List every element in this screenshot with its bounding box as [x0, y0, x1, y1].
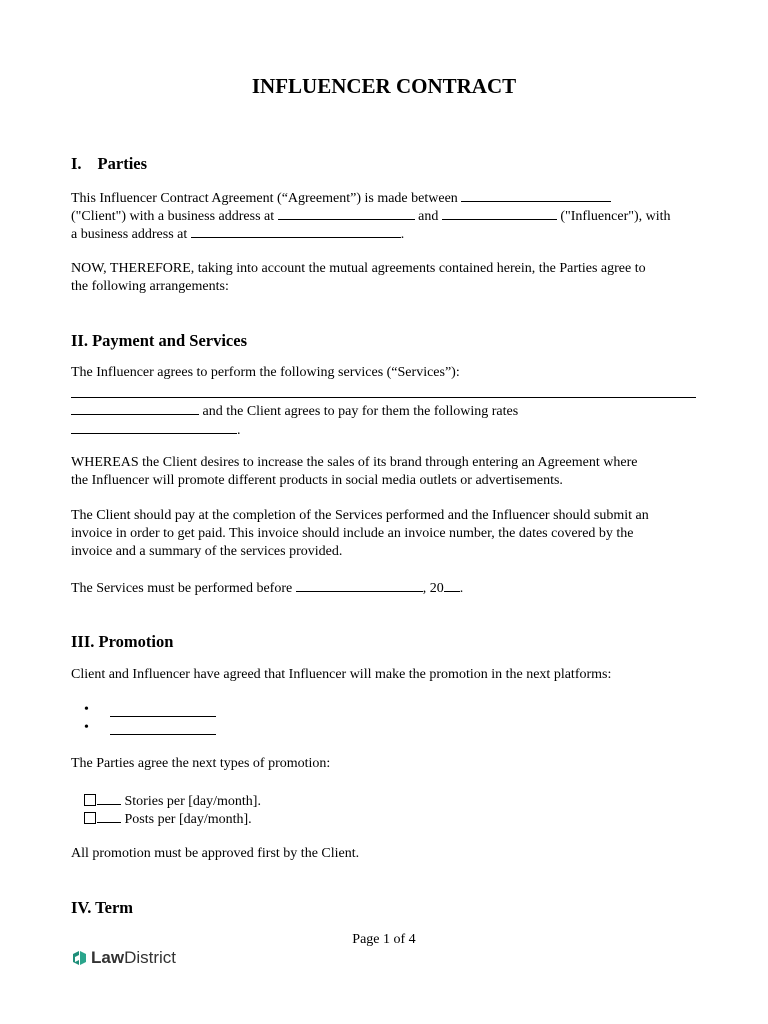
blank-field [71, 401, 199, 415]
law-district-logo-icon [71, 948, 88, 968]
page-number: Page 1 of 4 [352, 932, 416, 947]
logo-text [91, 948, 176, 968]
blank-field [296, 578, 423, 592]
text: a business address at [71, 227, 188, 242]
payment-paragraph-line: invoice and a summary of the services provided. [71, 544, 343, 559]
logo-text-bold: Law [91, 948, 125, 967]
text: The Services must be performed before [71, 581, 293, 596]
payment-paragraph-line: The Influencer agrees to perform the following services (“Services”): [71, 365, 460, 380]
bullet-icon: • [84, 702, 89, 717]
platform-blank-1 [110, 716, 216, 717]
text: Posts per [day/month]. [124, 812, 252, 827]
law-district-logo [71, 948, 176, 968]
bullet-icon: • [84, 720, 89, 735]
blank-line [71, 397, 696, 398]
section-heading-term: IV. Term [71, 898, 134, 917]
promotion-option-posts [84, 809, 714, 829]
text: ("Client") with a business address at [71, 209, 275, 224]
checkbox-icon [84, 794, 96, 806]
blank-field [442, 206, 557, 220]
parties-paragraph-line [71, 188, 701, 208]
parties-paragraph-line: NOW, THEREFORE, taking into account the mutual agreements contained herein, the Parties agree to [71, 261, 646, 276]
payment-paragraph-line: WHEREAS the Client desires to increase the sales of its brand through entering an Agreement where [71, 455, 638, 470]
checkbox-icon [84, 812, 96, 824]
blank-field [97, 791, 121, 805]
blank-field [461, 188, 611, 202]
text: ("Influencer"), with [560, 209, 671, 224]
blank-field [97, 809, 121, 823]
payment-paragraph-line: invoice in order to get paid. This invoice should include an invoice number, the dates covered by the [71, 526, 634, 541]
text: This Influencer Contract Agreement (“Agreement”) is made between [71, 191, 458, 206]
payment-paragraph-line: The Client should pay at the completion of the Services performed and the Influencer should submit an [71, 508, 649, 523]
section-heading-parties [71, 154, 147, 174]
parties-paragraph-line: the following arrangements: [71, 279, 229, 294]
parties-paragraph-line: a business address at . [71, 224, 701, 244]
payment-deadline-line [71, 578, 701, 598]
payment-paragraph-line: the Influencer will promote different products in social media outlets or advertisements. [71, 473, 563, 488]
section-heading-promotion: III. Promotion [71, 632, 174, 651]
text: and [418, 209, 439, 224]
section-title: Parties [97, 154, 148, 173]
payment-paragraph-line: . [71, 420, 701, 440]
blank-field [71, 420, 237, 434]
logo-text-rest: District [124, 948, 177, 967]
text: . [459, 581, 464, 596]
payment-paragraph-line [71, 401, 701, 421]
section-number: I. [71, 154, 82, 173]
text: and the Client agrees to pay for them the following rates [202, 404, 519, 419]
document-title: INFLUENCER CONTRACT [251, 74, 517, 98]
blank-field [191, 224, 401, 238]
promotion-paragraph-line: All promotion must be approved first by the Client. [71, 846, 360, 861]
platform-blank-2 [110, 734, 216, 735]
promotion-paragraph-line: The Parties agree the next types of promotion: [71, 756, 331, 771]
promotion-paragraph-line: Client and Influencer have agreed that Influencer will make the promotion in the next platforms: [71, 667, 612, 682]
section-heading-payment: II. Payment and Services [71, 331, 247, 350]
blank-field [444, 578, 460, 592]
text: Stories per [day/month]. [124, 794, 261, 809]
parties-paragraph-line [71, 206, 701, 226]
blank-field [278, 206, 415, 220]
promotion-option-stories [84, 791, 714, 811]
text: , 20 [422, 581, 444, 596]
